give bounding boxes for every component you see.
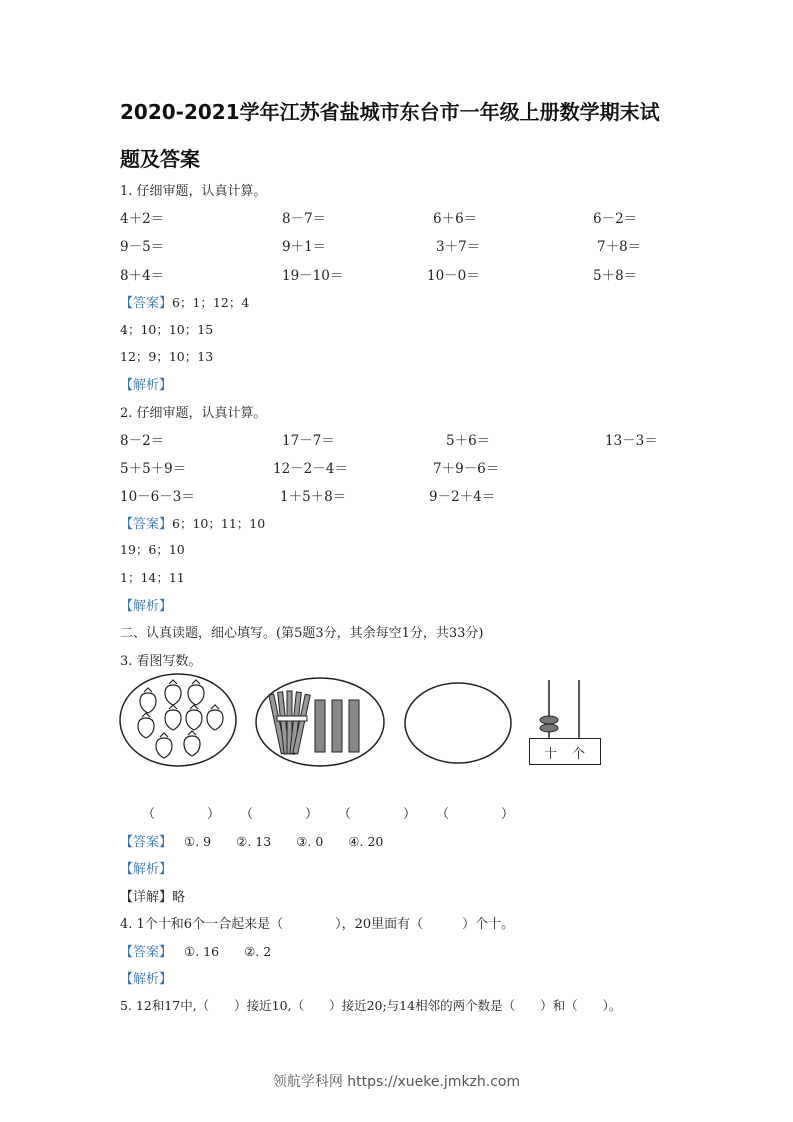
analysis-tag: 【解析】 [120, 862, 173, 877]
answer-tag: 【答案】 [120, 517, 173, 532]
analysis-tag: 【解析】 [120, 972, 173, 987]
answer-text: ①. 9 ②. 13 ③. 0 ④. 20 [184, 834, 384, 849]
q2-expr: 8－2＝ [120, 433, 165, 449]
q1-expr: 4＋2＝ [120, 211, 165, 227]
q1-expr: 3＋7＝ [436, 239, 481, 255]
q2-expr: 9－2＋4＝ [429, 489, 496, 505]
answer-text: 6；10；11；10 [172, 516, 266, 531]
answer-text: 4；10；10；15 [120, 322, 214, 337]
q2-answer [120, 513, 265, 532]
q2-prompt: 2. 仔细审题，认真计算。 [120, 406, 267, 421]
footer-watermark: 领航学科网 https://xueke.jmkzh.com [272, 1074, 521, 1090]
q1-expr: 10－0＝ [427, 268, 480, 284]
stick-icon [315, 700, 325, 752]
abacus-bead [540, 716, 558, 724]
abacus-figure [528, 678, 602, 766]
q5-prompt: 5. 12和17中,（ ）接近10,（ ）接近20;与14相邻的两个数是（ ）和（ ）。 [120, 998, 622, 1013]
empty-plate-figure [402, 680, 514, 766]
q1-answer [120, 292, 249, 311]
answer-tag: 【答案】 [120, 296, 173, 311]
answer-tag: 【答案】 [120, 835, 173, 850]
detail-tag: 【详解】 [120, 890, 173, 905]
answer-text: 12；9；10；13 [120, 349, 214, 364]
q2-expr: 7＋9－6＝ [433, 461, 500, 477]
answer-text: 1；14；11 [120, 570, 185, 585]
q3-prompt: 3. 看图写数。 [120, 654, 202, 669]
q1-expr: 8－7＝ [282, 211, 327, 227]
abacus-rods [528, 678, 602, 738]
document-title-line1: 2020-2021学年江苏省盐城市东台市一年级上册数学期末试 [120, 100, 660, 124]
sticks-plate-figure [253, 676, 387, 768]
answer-text: 19；6；10 [120, 542, 185, 557]
q1-expr: 9＋1＝ [282, 239, 327, 255]
abacus-base [529, 738, 601, 765]
q2-expr: 12－2－4＝ [273, 461, 348, 477]
q1-expr: 6＋6＝ [433, 211, 478, 227]
q2-expr: 5＋5＋9＝ [120, 461, 187, 477]
abacus-ones-label: 个 [572, 747, 586, 762]
q1-expr: 9－5＝ [120, 239, 165, 255]
q2-expr: 10－6－3＝ [120, 489, 195, 505]
document-title-line2: 题及答案 [120, 147, 200, 171]
q2-expr: 17－7＝ [282, 433, 335, 449]
strawberry-plate-figure [118, 670, 238, 770]
stick-icon [349, 700, 359, 752]
q1-expr: 6－2＝ [593, 211, 638, 227]
q2-expr: 13－3＝ [605, 433, 658, 449]
abacus-tens-label: 十 [544, 747, 558, 762]
q1-expr: 8＋4＝ [120, 268, 165, 284]
answer-blank[interactable]: （ ） [436, 807, 515, 822]
answer-blank[interactable]: （ ） [240, 807, 319, 822]
analysis-tag: 【解析】 [120, 378, 173, 393]
answer-tag: 【答案】 [120, 945, 173, 960]
q3-answer [120, 831, 383, 850]
stick-icon [332, 700, 342, 752]
q1-prompt: 1. 仔细审题，认真计算。 [120, 184, 267, 199]
detail-text: 略 [172, 890, 186, 905]
q1-expr: 19－10＝ [282, 268, 344, 284]
q4-prompt: 4. 1个十和6个一合起来是（ ），20里面有（ ）个十。 [120, 917, 515, 932]
section-heading: 二、认真读题，细心填写。(第5题3分，其余每空1分，共33分) [120, 626, 484, 641]
q3-detail [120, 886, 185, 905]
answer-blank[interactable]: （ ） [142, 807, 221, 822]
q2-expr: 1＋5＋8＝ [280, 489, 347, 505]
answer-blank[interactable]: （ ） [338, 807, 417, 822]
q1-expr: 5＋8＝ [593, 268, 638, 284]
answer-text: ①. 16 ②. 2 [184, 944, 272, 959]
analysis-tag: 【解析】 [120, 599, 173, 614]
answer-text: 6；1；12；4 [172, 295, 250, 310]
q1-expr: 7＋8＝ [597, 239, 642, 255]
q4-answer [120, 941, 271, 960]
q2-expr: 5＋6＝ [446, 433, 491, 449]
abacus-bead [540, 724, 558, 732]
